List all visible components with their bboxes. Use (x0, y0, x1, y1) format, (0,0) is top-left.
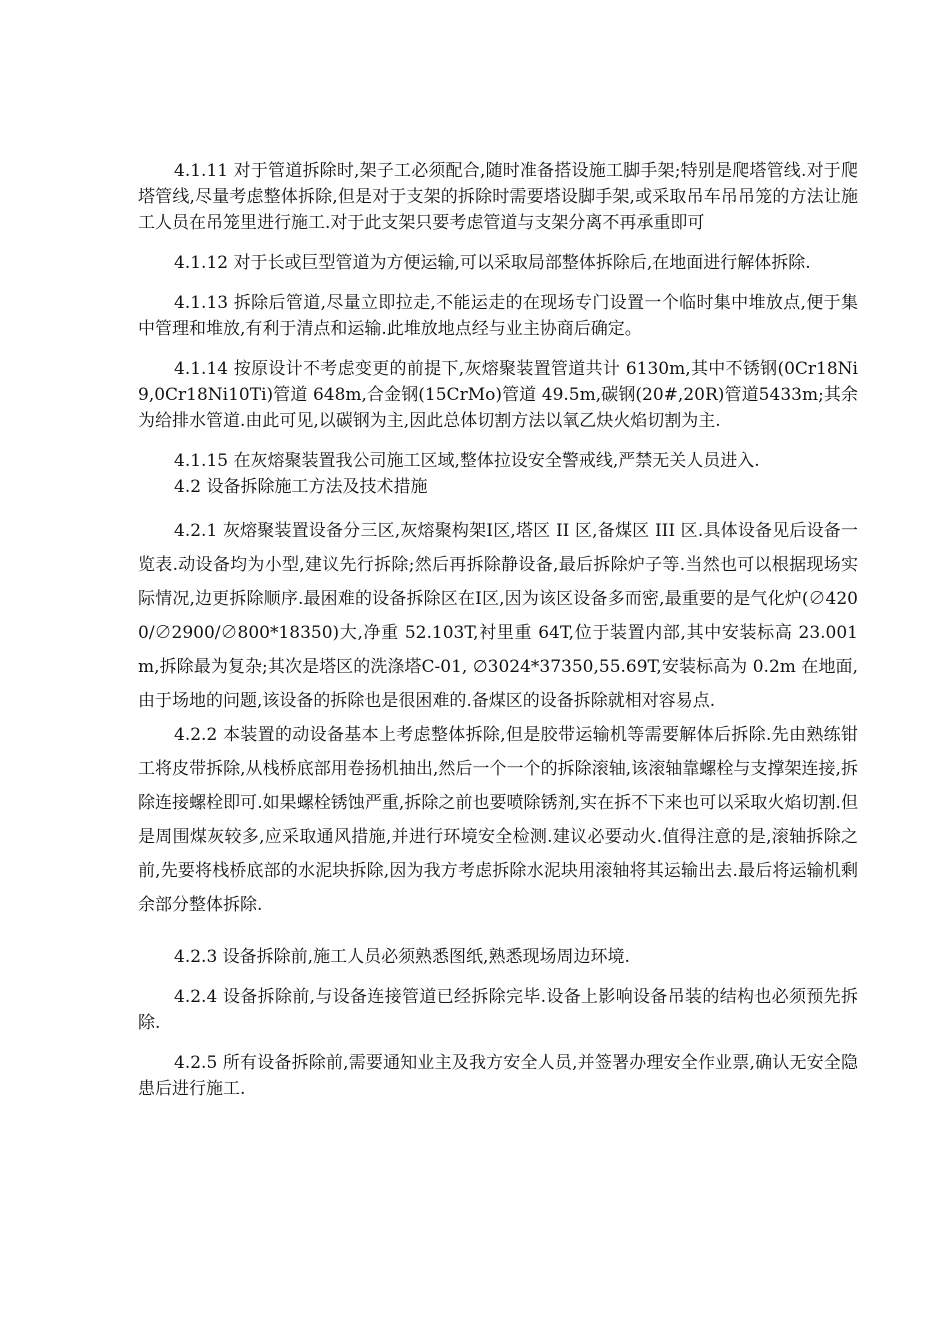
paragraph-4-1-13: 4.1.13 拆除后管道,尽量立即拉走,不能运走的在现场专门设置一个临时集中堆放点,便于集中管理和堆放,有利于清点和运输.此堆放地点经与业主协商后确定。 (138, 293, 858, 339)
paragraph-4-2-5: 4.2.5 所有设备拆除前,需要通知业主及我方安全人员,并签署办理安全作业票,确认无安全隐患后进行施工. (138, 1053, 858, 1099)
paragraph-4-1-11: 4.1.11 对于管道拆除时,架子工必须配合,随时准备搭设施工脚手架;特别是爬塔管线.对于爬塔管线,尽量考虑整体拆除,但是对于支架的拆除时需要塔设脚手架,或采取吊车吊吊笼的方法让施工人员在吊笼里进行施工.对于此支架只要考虑管道与支架分离不再承重即可 (138, 161, 858, 233)
paragraph-4-2-2: 4.2.2 本装置的动设备基本上考虑整体拆除,但是胶带运输机等需要解体后拆除.先由熟练钳工将皮带拆除,从栈桥底部用卷扬机抽出,然后一个一个的拆除滚轴,该滚轴靠螺栓与支撑架连接,拆除连接螺栓即可.如果螺栓锈蚀严重,拆除之前也要喷除锈剂,实在拆不下来也可以采取火焰切割.但是周围煤灰较多,应采取通风措施,并进行环境安全检测.建议必要动火.值得注意的是,滚轴拆除之前,先要将栈桥底部的水泥块拆除,因为我方考虑拆除水泥块用滚轴将其运输出去.最后将运输机剩余部分整体拆除. (138, 725, 858, 915)
paragraph-4-1-12: 4.1.12 对于长或巨型管道为方便运输,可以采取局部整体拆除后,在地面进行解体拆除. (174, 253, 811, 273)
paragraph-4-1-15: 4.1.15 在灰熔聚装置我公司施工区域,整体拉设安全警戒线,严禁无关人员进入. (174, 451, 760, 471)
paragraph-4-1-14: 4.1.14 按原设计不考虑变更的前提下,灰熔聚装置管道共计 6130m,其中不锈钢(0Cr18Ni9,0Cr18Ni10Ti)管道 648m,合金钢(15CrMo)管道 49.5m,碳钢(20#,20R)管道5433m;其余为给排水管道.由此可见,以碳钢为主,因此总体切割方法以氧乙炔火焰切割为主. (138, 359, 858, 431)
paragraph-4-2-1: 4.2.1 灰熔聚装置设备分三区,灰熔聚构架Ⅰ区,塔区 II 区,备煤区 III 区.具体设备见后设备一览表.动设备均为小型,建议先行拆除;然后再拆除静设备,最后拆除炉子等.当然也可以根据现场实际情况,边更拆除顺序.最困难的设备拆除区在Ⅰ区,因为该区设备多而密,最重要的是气化炉(∅4200/∅2900/∅800*18350)大,净重 52.103T,衬里重 64T,位于装置内部,其中安装标高 23.001m,拆除最为复杂;其次是塔区的洗涤塔C-01, ∅3024*37350,55.69T,安装标高为 0.2m 在地面,由于场地的问题,该设备的拆除也是很困难的.备煤区的设备拆除就相对容易点. (138, 521, 858, 711)
section-heading-4-2: 4.2 设备拆除施工方法及技术措施 (174, 477, 428, 497)
paragraph-4-2-3: 4.2.3 设备拆除前,施工人员必须熟悉图纸,熟悉现场周边环境. (174, 947, 630, 967)
document-page (138, 158, 858, 1102)
paragraph-4-2-4: 4.2.4 设备拆除前,与设备连接管道已经拆除完毕.设备上影响设备吊装的结构也必须预先拆除. (138, 987, 858, 1033)
